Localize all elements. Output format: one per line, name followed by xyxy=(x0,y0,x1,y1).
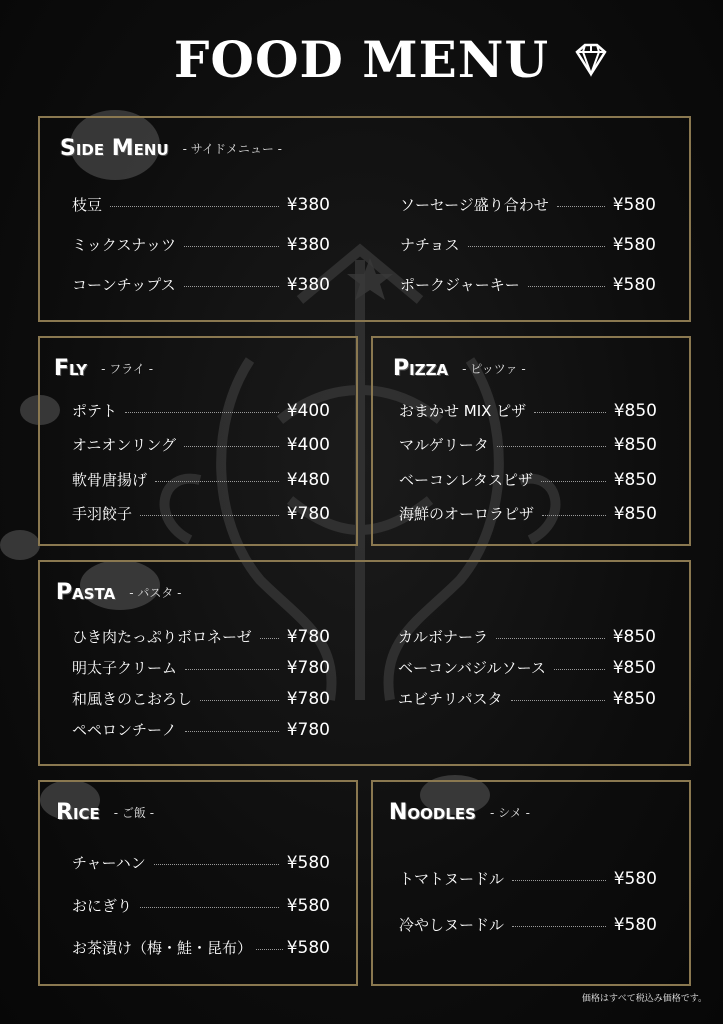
section-subtitle: - シメ - xyxy=(489,806,530,820)
menu-item: ベーコンバジルソース ¥850 xyxy=(398,657,656,678)
menu-item: エビチリパスタ ¥850 xyxy=(398,688,656,709)
section-side-menu xyxy=(38,116,691,322)
section-fly xyxy=(38,336,358,546)
menu-item: ミックスナッツ ¥380 xyxy=(72,234,330,255)
section-heading: Rice xyxy=(56,800,100,825)
menu-item: 軟骨唐揚げ ¥480 xyxy=(72,469,330,490)
section-subtitle: - サイドメニュー - xyxy=(182,142,282,156)
section-header xyxy=(56,580,182,605)
section-header xyxy=(389,800,530,825)
title-text: FOOD MENU xyxy=(173,30,550,89)
section-header xyxy=(393,356,526,381)
page-title xyxy=(0,30,723,89)
menu-item: おにぎり ¥580 xyxy=(72,895,330,916)
menu-item: カルボナーラ ¥850 xyxy=(398,626,656,647)
menu-item: チャーハン ¥580 xyxy=(72,852,330,873)
menu-item: 和風きのこおろし ¥780 xyxy=(72,688,330,709)
section-subtitle: - ご飯 - xyxy=(113,806,155,820)
menu-item: 枝豆 ¥380 xyxy=(72,194,330,215)
menu-item: オニオンリング ¥400 xyxy=(72,434,330,455)
section-header xyxy=(56,800,154,825)
section-heading: Side Menu xyxy=(60,136,169,161)
menu-item: ソーセージ盛り合わせ ¥580 xyxy=(400,194,656,215)
section-header xyxy=(60,136,282,161)
diamond-icon xyxy=(571,42,611,78)
tax-note: 価格はすべて税込み価格です。 xyxy=(581,994,707,1004)
section-pasta xyxy=(38,560,691,766)
menu-item: 海鮮のオーロラピザ ¥850 xyxy=(399,503,657,524)
section-pizza xyxy=(371,336,691,546)
menu-item: おまかせ MIX ピザ ¥850 xyxy=(399,400,657,421)
menu-item: ナチョス ¥580 xyxy=(400,234,656,255)
menu-item: 明太子クリーム ¥780 xyxy=(72,657,330,678)
section-subtitle: - フライ - xyxy=(101,362,154,376)
menu-item: 手羽餃子 ¥780 xyxy=(72,503,330,524)
menu-item: お茶漬け（梅・鮭・昆布） ¥580 xyxy=(72,937,330,958)
section-rice xyxy=(38,780,358,986)
menu-item: トマトヌードル ¥580 xyxy=(399,868,657,889)
ink-splat xyxy=(0,530,40,560)
section-heading: Pasta xyxy=(56,580,116,605)
section-heading: Fly xyxy=(54,356,88,381)
menu-item: ポテト ¥400 xyxy=(72,400,330,421)
menu-item: 冷やしヌードル ¥580 xyxy=(399,914,657,935)
section-heading: Noodles xyxy=(389,800,476,825)
menu-item: ベーコンレタスピザ ¥850 xyxy=(399,469,657,490)
section-subtitle: - ピッツァ - xyxy=(462,362,526,376)
section-header xyxy=(54,356,153,381)
menu-item: マルゲリータ ¥850 xyxy=(399,434,657,455)
section-heading: Pizza xyxy=(393,356,449,381)
menu-item: ひき肉たっぷりボロネーゼ ¥780 xyxy=(72,626,330,647)
section-subtitle: - パスタ - xyxy=(129,586,182,600)
menu-item: ポークジャーキー ¥580 xyxy=(400,274,656,295)
section-noodles xyxy=(371,780,691,986)
menu-item: ペペロンチーノ ¥780 xyxy=(72,719,330,740)
menu-item: コーンチップス ¥380 xyxy=(72,274,330,295)
